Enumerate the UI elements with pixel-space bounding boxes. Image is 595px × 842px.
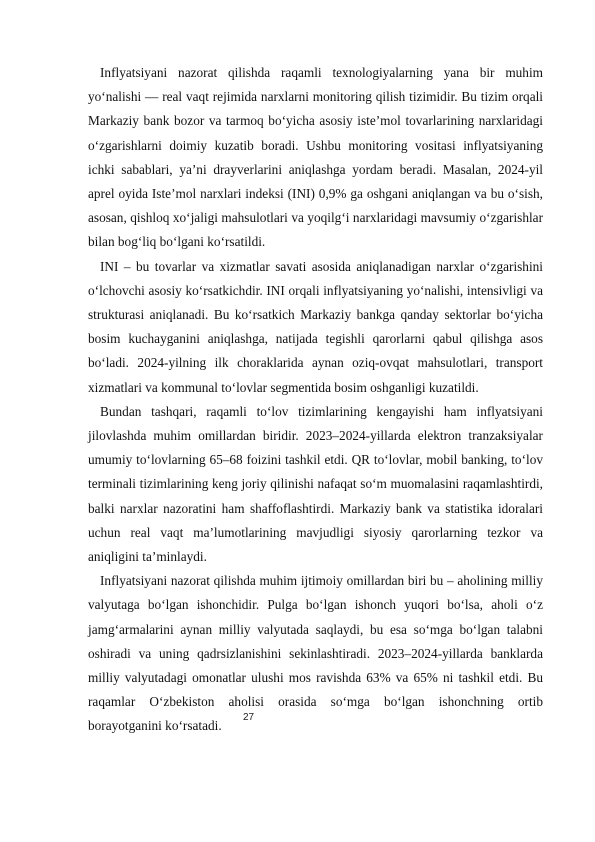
- paragraph-digital-price-monitoring: Inflyatsiyani nazorat qilishda raqamli texnologiyalarning yana bir muhim yo‘nalishi — real vaqt rejimida narxlarni monitoring qilish tizimidir. Bu tizim orqali Markaziy bank bozor va tarmoq bo‘yicha asosiy iste’mol tovarlarining narxlaridagi o‘zgarishlarni doimiy kuzatib boradi. Ushbu monitoring vositasi inflyatsiyaning ichki sabablari, ya’ni drayverlarini aniqlashga yordam beradi. Masalan, 2024-yil aprel oyida Iste’mol narxlari indeksi (INI) 0,9% ga oshgani aniqlangan va bu o‘sish, asosan, qishloq xo‘jaligi mahsulotlari va yoqilg‘i narxlaridagi mavsumiy o‘zgarishlar bilan bog‘liq bo‘lgani ko‘rsatildi.: [88, 65, 543, 250]
- paragraph-ini-definition: INI – bu tovarlar va xizmatlar savati asosida aniqlanadigan narxlar o‘zgarishini o‘lchovchi asosiy ko‘rsatkichdir. INI orqali inflyatsiyaning yo‘nalishi, intensivligi va strukturasi aniqlanadi. Bu ko‘rsatkich Markaziy bankga qanday sektorlar bo‘yicha bosim kuchayganini aniqlashga, natijada tegishli qarorlarni qabul qilishga asos bo‘ladi. 2024-yilning ilk choraklarida aynan oziq-ovqat mahsulotlari, transport xizmatlari va kommunal to‘lovlar segmentida bosim oshganligi kuzatildi.: [88, 258, 543, 395]
- paragraph-currency-trust: Inflyatsiyani nazorat qilishda muhim ijtimoiy omillardan biri bu – aholining milliy valyutaga bo‘lgan ishonchidir. Pulga bo‘lgan ishonch yuqori bo‘lsa, aholi o‘z jamg‘armalarini aynan milliy valyutada saqlaydi, bu esa so‘mga bo‘lgan talabni oshiradi va uning qadrsizlanishini sekinlashtiradi. 2023–2024-yillarda banklarda milliy valyutadagi omonatlar ulushi mos ravishda 63% va 65% ni tashkil etdi. Bu raqamlar O‘zbekiston aholisi orasida so‘mga bo‘lgan ishonchning ortib borayotganini ko‘rsatadi.: [88, 573, 543, 734]
- paragraph-digital-payments: Bundan tashqari, raqamli to‘lov tizimlarining kengayishi ham inflyatsiyani jilovlashda muhim omillardan biridir. 2023–2024-yillarda elektron tranzaksiyalar umumiy to‘lovlarning 65–68 foizini tashkil etdi. QR to‘lovlar, mobil banking, to‘lov terminali tizimlarining keng joriy qilinishi nafaqat so‘m muomalasini raqamlashtirdi, balki narxlar nazoratini ham shaffoflashtirdi. Markaziy bank va statistika idoralari uchun real vaqt ma’lumotlarining mavjudligi siyosiy qarorlarning tezkor va aniqligini ta’minlaydi.: [88, 403, 543, 565]
- page-number: 27: [243, 712, 255, 723]
- document-body: [88, 61, 543, 739]
